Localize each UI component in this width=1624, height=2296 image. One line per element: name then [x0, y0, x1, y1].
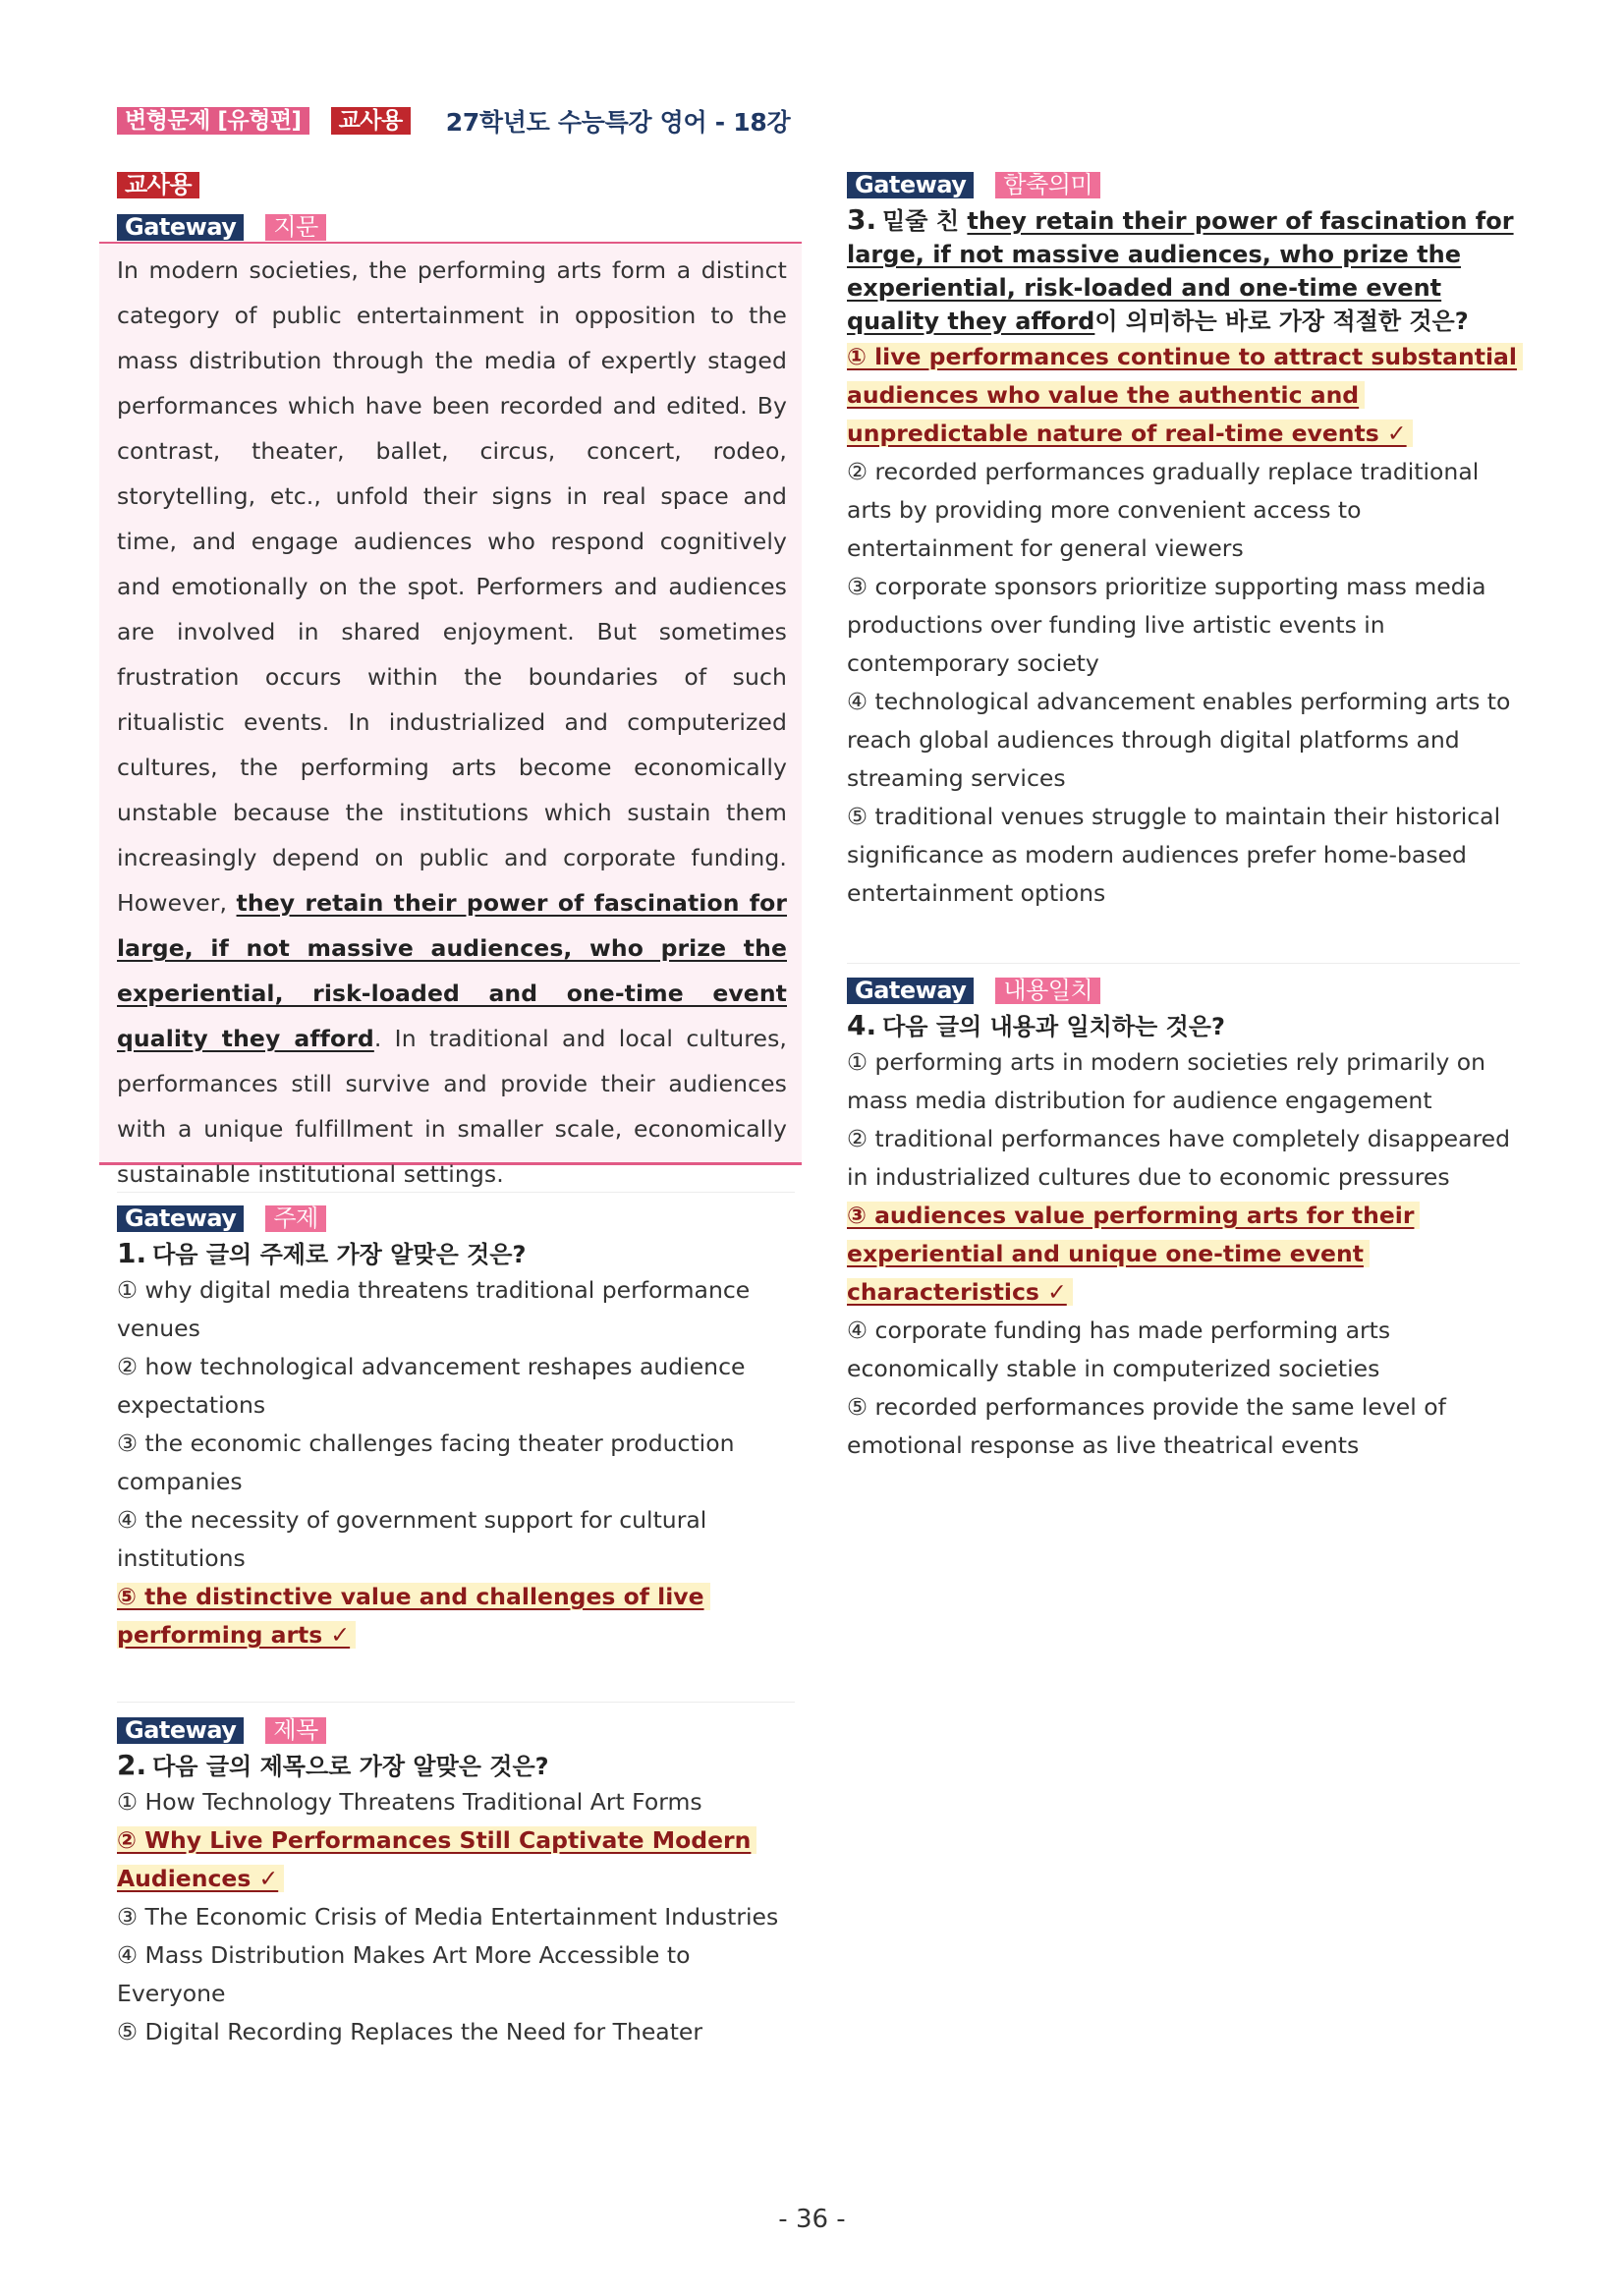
teacher-tag: 교사용 [331, 107, 411, 135]
gateway-badge: Gateway [847, 978, 974, 1004]
question-4 [847, 977, 1520, 1465]
option-4[interactable]: ④ technological advancement enables performing arts to reach global audiences through digital platforms and streaming services [847, 688, 1511, 792]
option-1[interactable]: ① performing arts in modern societies rely primarily on mass media distribution for audience engagement [847, 1048, 1486, 1114]
question-2 [117, 1716, 800, 2051]
question-stem: 2. 다음 글의 제목으로 가장 알맞은 것은? [117, 1749, 549, 1781]
question-1 [117, 1204, 800, 1654]
option-1[interactable]: ① why digital media threatens traditional performance venues [117, 1276, 751, 1342]
option-1[interactable]: ① How Technology Threatens Traditional Art Forms [117, 1788, 702, 1816]
option-3[interactable]: ③ corporate sponsors prioritize supporting mass media productions over funding live artistic events in contemporary society [847, 573, 1486, 677]
option-2-answer[interactable]: ② Why Live Performances Still Captivate Modern Audiences ✓ [117, 1821, 800, 1898]
option-2[interactable]: ② recorded performances gradually replace traditional arts by providing more convenient access to entertainment for general viewers [847, 458, 1480, 562]
passage-teacher-row [117, 171, 800, 199]
section-label: 제목 [265, 1717, 325, 1744]
question-3 [847, 171, 1520, 913]
option-3-answer[interactable]: ③ audiences value performing arts for their experiential and unique one-time event characteristics ✓ [847, 1197, 1520, 1312]
question-stem: 3. 밑줄 친 they retain their power of fascination for large, if not massive audiences, who prize the experiential, risk-loaded and one-time event quality they afford이 의미하는 바로 가장 적절한 것은? [847, 203, 1514, 335]
gateway-badge: Gateway [117, 214, 244, 241]
section-label: 주제 [265, 1205, 325, 1232]
option-3[interactable]: ③ The Economic Crisis of Media Entertainment Industries [117, 1903, 779, 1931]
option-4[interactable]: ④ corporate funding has made performing arts economically stable in computerized societies [847, 1316, 1391, 1382]
gateway-badge: Gateway [847, 172, 974, 198]
type-tag: 변형문제 [유형편] [117, 107, 309, 135]
passage-teacher-tag: 교사용 [117, 172, 199, 198]
option-5[interactable]: ⑤ Digital Recording Replaces the Need for Theater [117, 2018, 703, 2045]
option-4[interactable]: ④ Mass Distribution Makes Art More Accessible to Everyone [117, 1941, 691, 2007]
option-2[interactable]: ② how technological advancement reshapes audience expectations [117, 1353, 746, 1419]
page-number: - 36 - [778, 2205, 846, 2234]
passage-text: In modern societies, the performing arts form a distinct category of public entertainment in opposition to the mass distribution through the media of expertly staged performances which have been recorded and edited. By contrast, theater, ballet, circus, concert, rodeo, storytelling, etc., unfold their signs in real space and time, and engage audiences who respond cognitively and emotionally on the spot. Performers and audiences are involved in shared enjoyment. But sometimes frustration occurs within the boundaries of such ritualistic events. In industrialized and computerized cultures, the performing arts become economically unstable because the institutions which sustain them increasingly depend on public and corporate funding. However, they retain their power of fascination for large, if not massive audiences, who prize the experiential, risk-loaded and one-time event quality they afford. In traditional and local cultures, performances still survive and provide their audiences with a unique fulfillment in smaller scale, economically sustainable institutional settings. [117, 256, 788, 1188]
question-underlined: they retain their power of fascination for large, if not massive audiences, who prize the experiential, risk-loaded and one-time event quality they afford [847, 207, 1514, 335]
course-title: 27학년도 수능특강 영어 - 18강 [445, 108, 791, 137]
option-2[interactable]: ② traditional performances have completely disappeared in industrialized cultures due to economic pressures [847, 1125, 1510, 1191]
option-3[interactable]: ③ the economic challenges facing theater production companies [117, 1429, 735, 1495]
gateway-badge: Gateway [117, 1717, 244, 1744]
question-stem: 1. 다음 글의 주제로 가장 알맞은 것은? [117, 1237, 527, 1269]
divider [847, 963, 1520, 964]
section-label: 지문 [265, 214, 325, 241]
passage-underlined: they retain their power of fascination for large, if not massive audiences, who prize the experiential, risk-loaded and one-time event quality they afford [117, 889, 788, 1052]
page-header [117, 104, 790, 138]
section-label: 함축의미 [995, 172, 1100, 198]
gateway-badge: Gateway [117, 1205, 244, 1232]
section-label: 내용일치 [995, 978, 1100, 1004]
divider [117, 1192, 795, 1193]
option-5[interactable]: ⑤ recorded performances provide the same level of emotional response as live theatrical events [847, 1393, 1446, 1459]
option-4[interactable]: ④ the necessity of government support for cultural institutions [117, 1506, 707, 1572]
option-5-answer[interactable]: ⑤ the distinctive value and challenges of live performing arts ✓ [117, 1578, 800, 1654]
question-stem: 4. 다음 글의 내용과 일치하는 것은? [847, 1009, 1225, 1041]
passage-badge-row [117, 213, 800, 242]
option-5[interactable]: ⑤ traditional venues struggle to maintain their historical significance as modern audiences prefer home-based entertainment options [847, 803, 1501, 907]
option-1-answer[interactable]: ① live performances continue to attract substantial audiences who value the authentic and unpredictable nature of real-time events ✓ [847, 338, 1520, 453]
divider [117, 1702, 795, 1703]
